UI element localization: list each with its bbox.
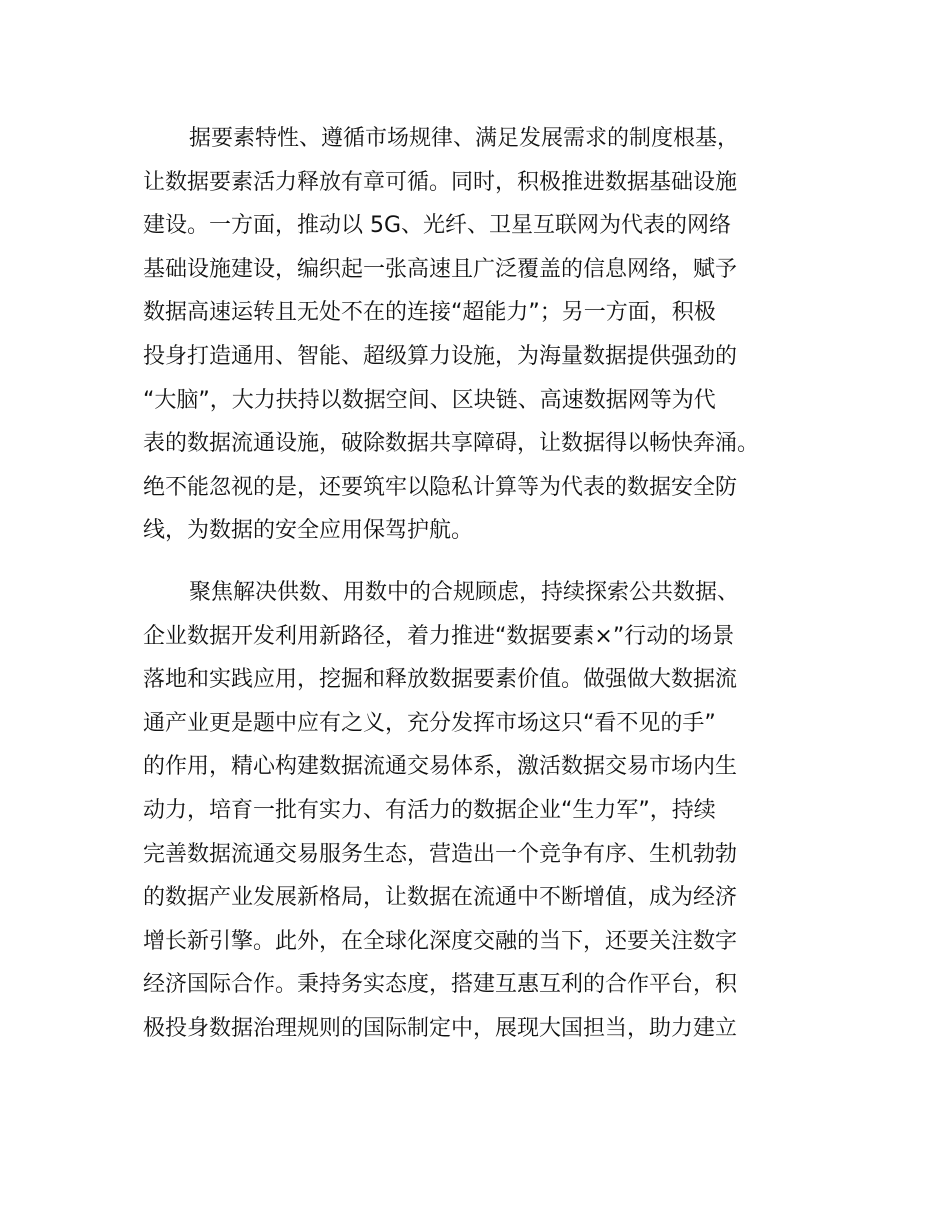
text-line: 极投身数据治理规则的国际制定中，展现大国担当，助力建立 xyxy=(143,1015,738,1041)
text-line: 经济国际合作。秉持务实态度，搭建互惠互利的合作平台，积 xyxy=(143,972,738,998)
body-text xyxy=(143,117,823,1050)
text-line: 绝不能忽视的是，还要筑牢以隐私计算等为代表的数据安全防 xyxy=(143,474,738,500)
text-line: 线，为数据的安全应用保驾护航。 xyxy=(143,518,474,544)
text-line: 完善数据流通交易服务生态，营造出一个竞争有序、生机勃勃 xyxy=(143,841,738,867)
text-line: 聚焦解决供数、用数中的合规顾虑，持续探索公共数据、 xyxy=(189,579,740,605)
text-line: 让数据要素活力释放有章可循。同时，积极推进数据基础设施 xyxy=(143,169,738,195)
text-line: “大脑”，大力扶持以数据空间、区块链、高速数据网等为代 xyxy=(143,387,716,413)
paragraph-gap xyxy=(143,553,823,571)
text-line: 通产业更是题中应有之义，充分发挥市场这只“看不见的手” xyxy=(143,710,716,736)
text-line: 建设。一方面，推动以 5G、光纤、卫星互联网为代表的网络 xyxy=(143,213,732,239)
text-line: 增长新引擎。此外，在全球化深度交融的当下，还要关注数字 xyxy=(143,928,738,954)
text-line: 投身打造通用、智能、超级算力设施，为海量数据提供强劲的 xyxy=(143,343,738,369)
text-line: 基础设施建设，编织起一张高速且广泛覆盖的信息网络，赋予 xyxy=(143,256,738,282)
text-line: 的作用，精心构建数据流通交易体系，激活数据交易市场内生 xyxy=(143,754,738,780)
text-line: 的数据产业发展新格局，让数据在流通中不断增值，成为经济 xyxy=(143,885,738,911)
text-line: 企业数据开发利用新路径，着力推进“数据要素×”行动的场景 xyxy=(143,623,735,649)
text-line: 动力，培育一批有实力、有活力的数据企业“生力军”，持续 xyxy=(143,797,716,823)
text-line: 数据高速运转且无处不在的连接“超能力”；另一方面，积极 xyxy=(143,300,716,326)
text-line: 据要素特性、遵循市场规律、满足发展需求的制度根基， xyxy=(189,126,740,151)
text-line: 落地和实践应用，挖掘和释放数据要素价值。做强做大数据流 xyxy=(143,667,738,693)
paragraph-1 xyxy=(143,117,823,553)
text-line: 表的数据流通设施，破除数据共享障碍，让数据得以畅快奔涌。 xyxy=(143,431,760,457)
paragraph-2 xyxy=(143,571,823,1051)
